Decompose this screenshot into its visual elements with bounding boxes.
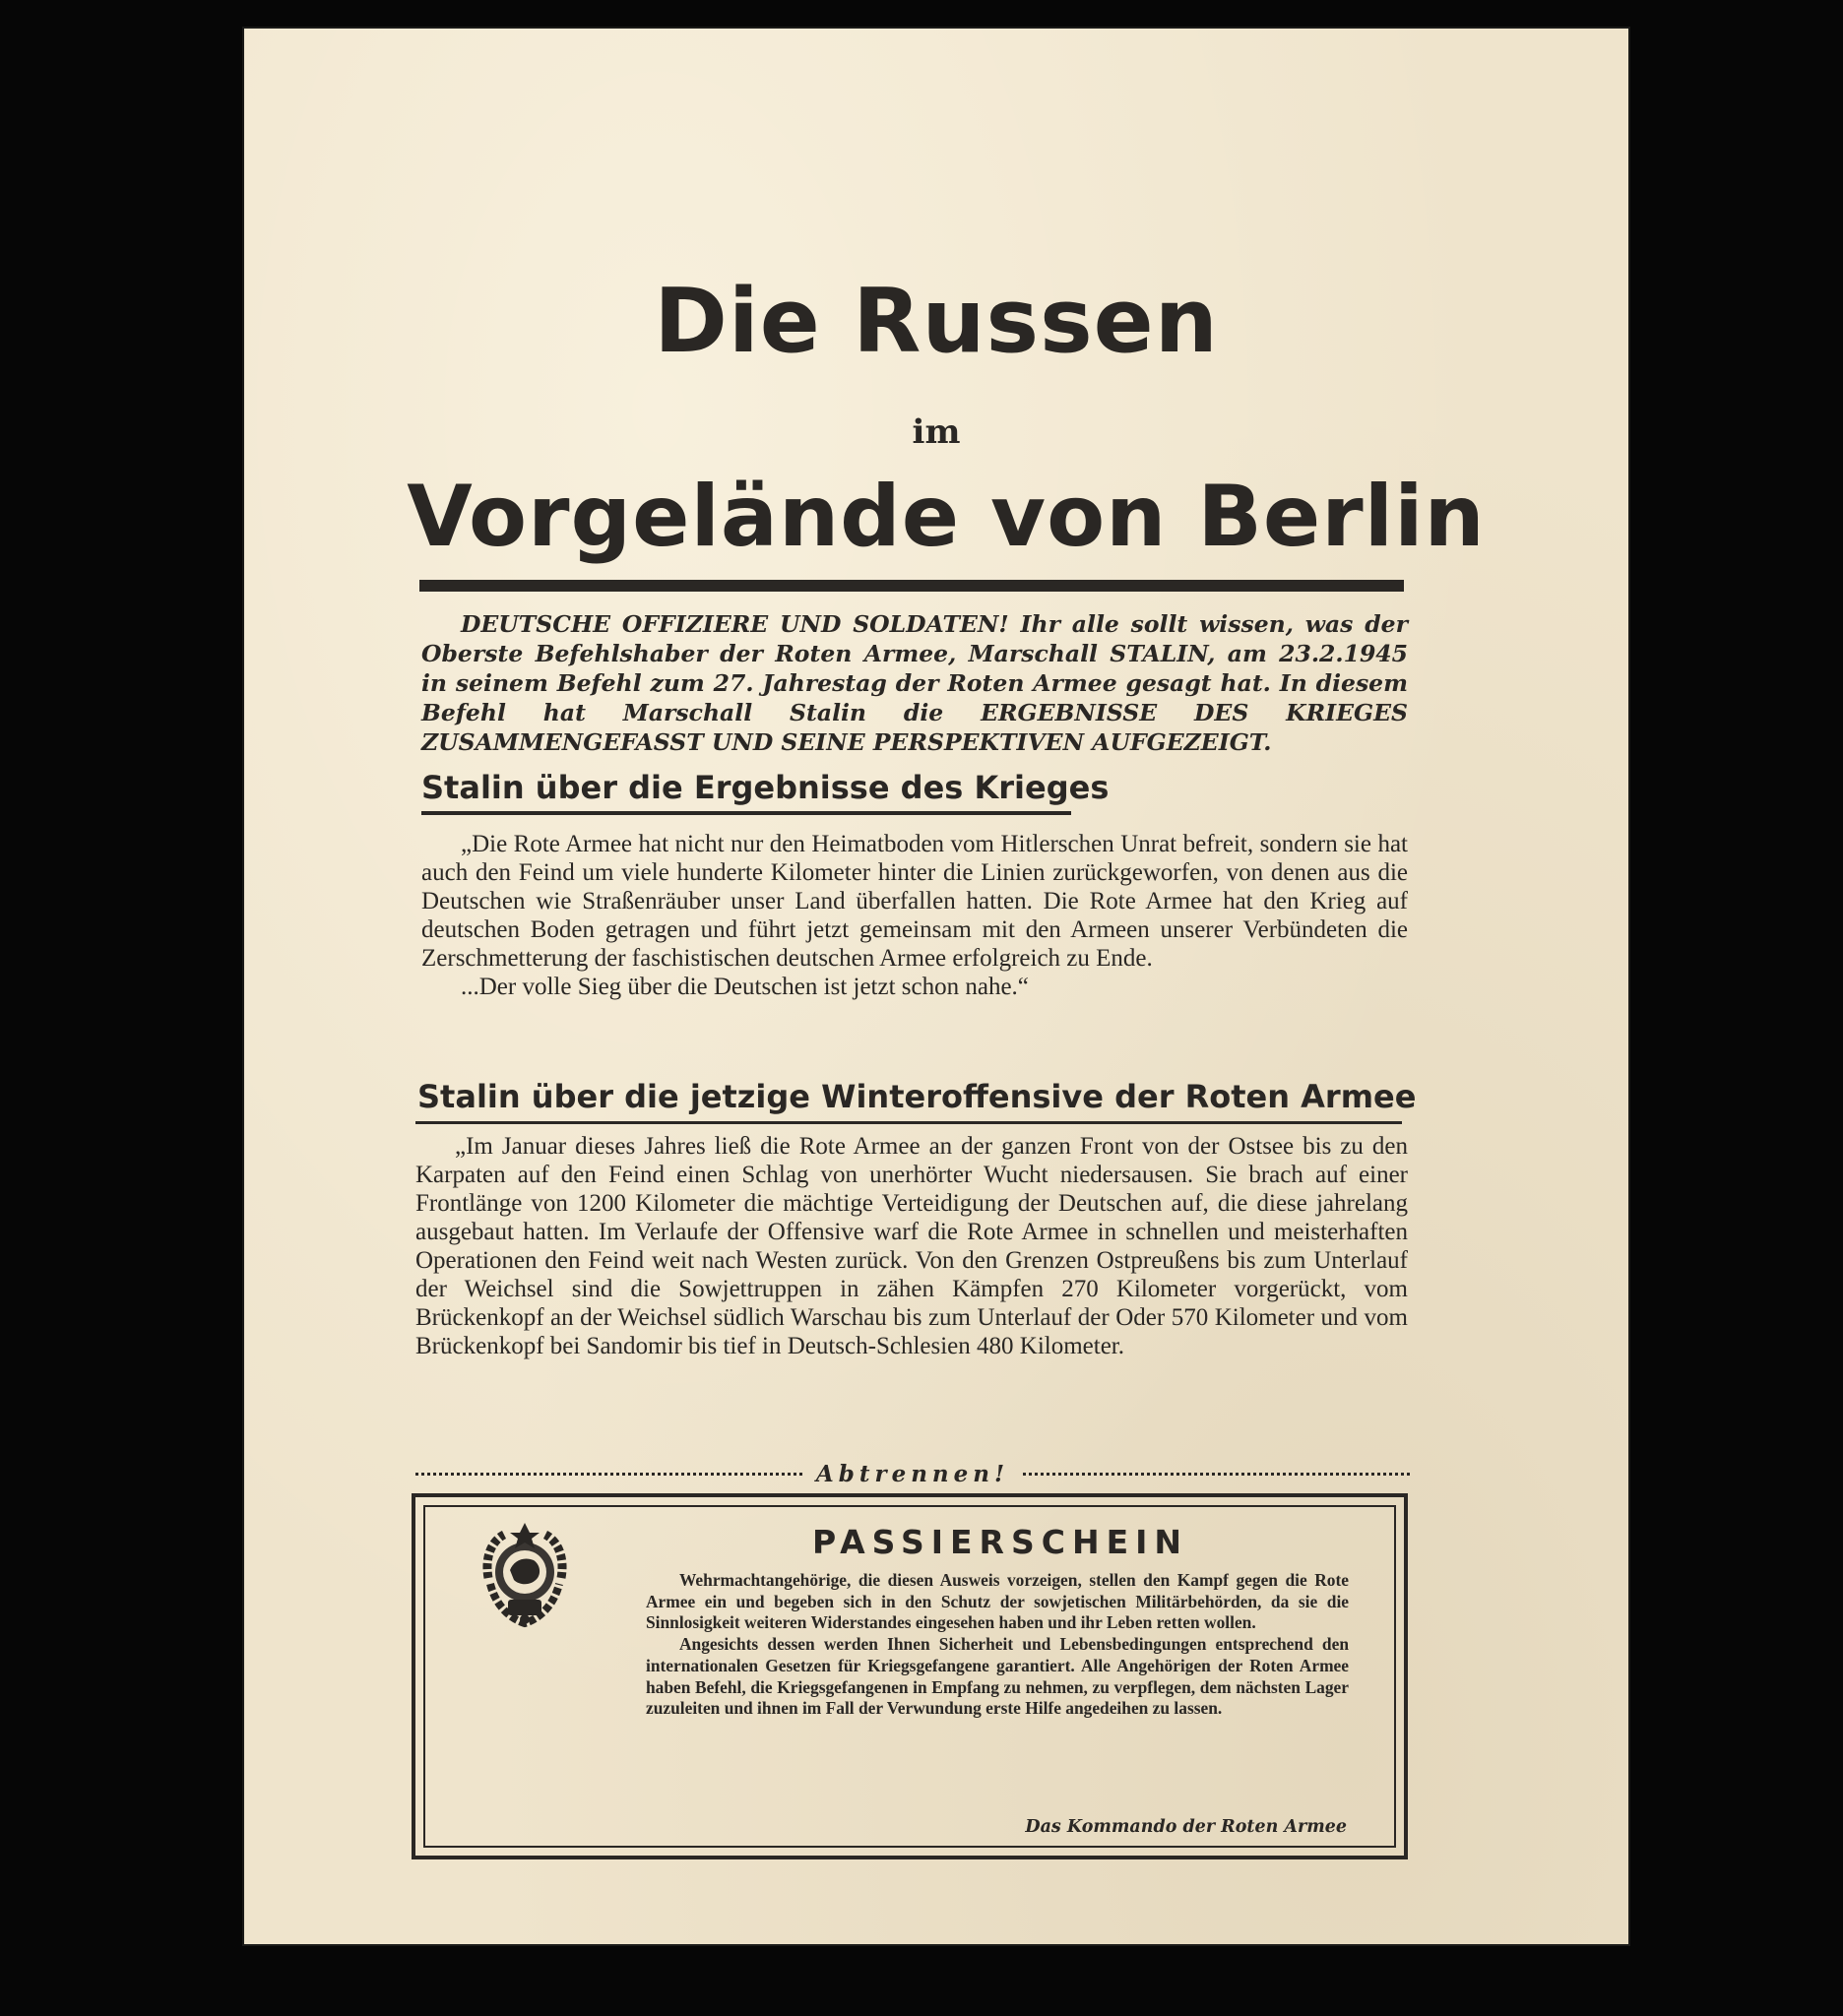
cut-dots-right	[1023, 1473, 1410, 1476]
section1-quote	[421, 830, 1408, 1001]
section2-rule	[415, 1121, 1402, 1124]
pass-body	[646, 1570, 1349, 1720]
pass-title: PASSIERSCHEIN	[811, 1523, 1189, 1561]
intro-paragraph: DEUTSCHE OFFIZIERE UND SOLDATEN! Ihr alle sollt wissen, was der Oberste Befehlshaber der Roten Armee, Marschall STALIN, am 23.2.1945 in seinem Befehl zum 27. Jahrestag der Roten Armee gesagt hat. In diesem Befehl hat Marschall Stalin die ERGEBNISSE DES KRIEGES ZUSAMMENGEFASST UND SEINE PERSPEKTIVEN AUFGEZEIGT.	[421, 610, 1408, 756]
section2-quote	[415, 1132, 1408, 1360]
section1-heading: Stalin über die Ergebnisse des Krieges	[421, 769, 1110, 806]
title-line-1: Die Russen	[654, 270, 1219, 373]
section2-paragraph: „Im Januar dieses Jahres ließ die Rote Armee an der ganzen Front von der Ostsee bis zu den Karpaten auf den Feind einen Schlag von unerhörter Wucht niedersausen. Sie brach auf einer Frontlänge von 1200 Kilometer die mächtige Verteidigung der Deutschen auf, die diese jahrelang ausgebaut hatten. Im Verlaufe der Offensive warf die Rote Armee in schnellen und meisterhaften Operationen den Feind weit nach Westen zurück. Von den Grenzen Ostpreußens bis zum Unterlauf der Weichsel sind die Sowjettruppen in zähen Kämpfen 270 Kilometer vorgerückt, vom Brückenkopf an der Weichsel südlich Warschau bis zum Unterlauf der Oder 570 Kilometer und vom Brückenkopf bei Sandomir bis tief in Deutsch-Schlesien 480 Kilometer.	[415, 1133, 1408, 1359]
cut-dots-left	[415, 1473, 802, 1476]
section1-rule	[421, 811, 1071, 815]
pass-signature: Das Kommando der Roten Armee	[1025, 1817, 1347, 1837]
section1-closing: ...Der volle Sieg über die Deutschen ist jetzt schon nahe.“	[461, 974, 1029, 1000]
cut-line	[415, 1456, 1410, 1491]
leaflet-page	[242, 27, 1630, 1946]
pass-paragraph-2: Angesichts dessen werden Ihnen Sicherheit und Lebensbedingungen entsprechend den internationalen Gesetzen für Kriegsgefangene garantiert. Alle Angehörigen der Roten Armee haben Befehl, die Kriegsgefangenen in Empfang zu nehmen, zu verpflegen, dem nächsten Lager zuzuleiten und ihnen im Fall der Verwundung erste Hilfe angedeihen zu lassen.	[646, 1634, 1349, 1719]
title-line-2: im	[912, 412, 961, 452]
soviet-state-emblem-icon	[471, 1521, 579, 1629]
section2-heading: Stalin über die jetzige Winteroffensive der Roten Armee	[417, 1078, 1417, 1115]
title-line-3: Vorgelände von Berlin	[407, 468, 1486, 566]
pass-paragraph-1: Wehrmachtangehörige, die diesen Ausweis vorzeigen, stellen den Kampf gegen die Rote Armee ein und begeben sich in den Schutz der sowjetischen Militärbehörden, da sie die Sinnlosigkeit weiteren Widerstandes eingesehen haben und ihr Leben retten wollen.	[646, 1570, 1349, 1633]
title-rule	[419, 580, 1404, 592]
cut-label: Abtrennen!	[815, 1460, 1010, 1487]
section1-paragraph: „Die Rote Armee hat nicht nur den Heimatboden vom Hitlerschen Unrat befreit, sondern sie hat auch den Feind um viele hunderte Kilometer hinter die Linien zurückgeworfen, von denen aus die Deutschen wie Straßenräuber unser Land überfallen hatten. Die Rote Armee hat den Krieg auf deutschen Boden getragen und führt jetzt gemeinsam mit den Armeen unserer Verbündeten die Zerschmetterung der faschistischen deutschen Armee erfolgreich zu Ende.	[421, 831, 1408, 972]
